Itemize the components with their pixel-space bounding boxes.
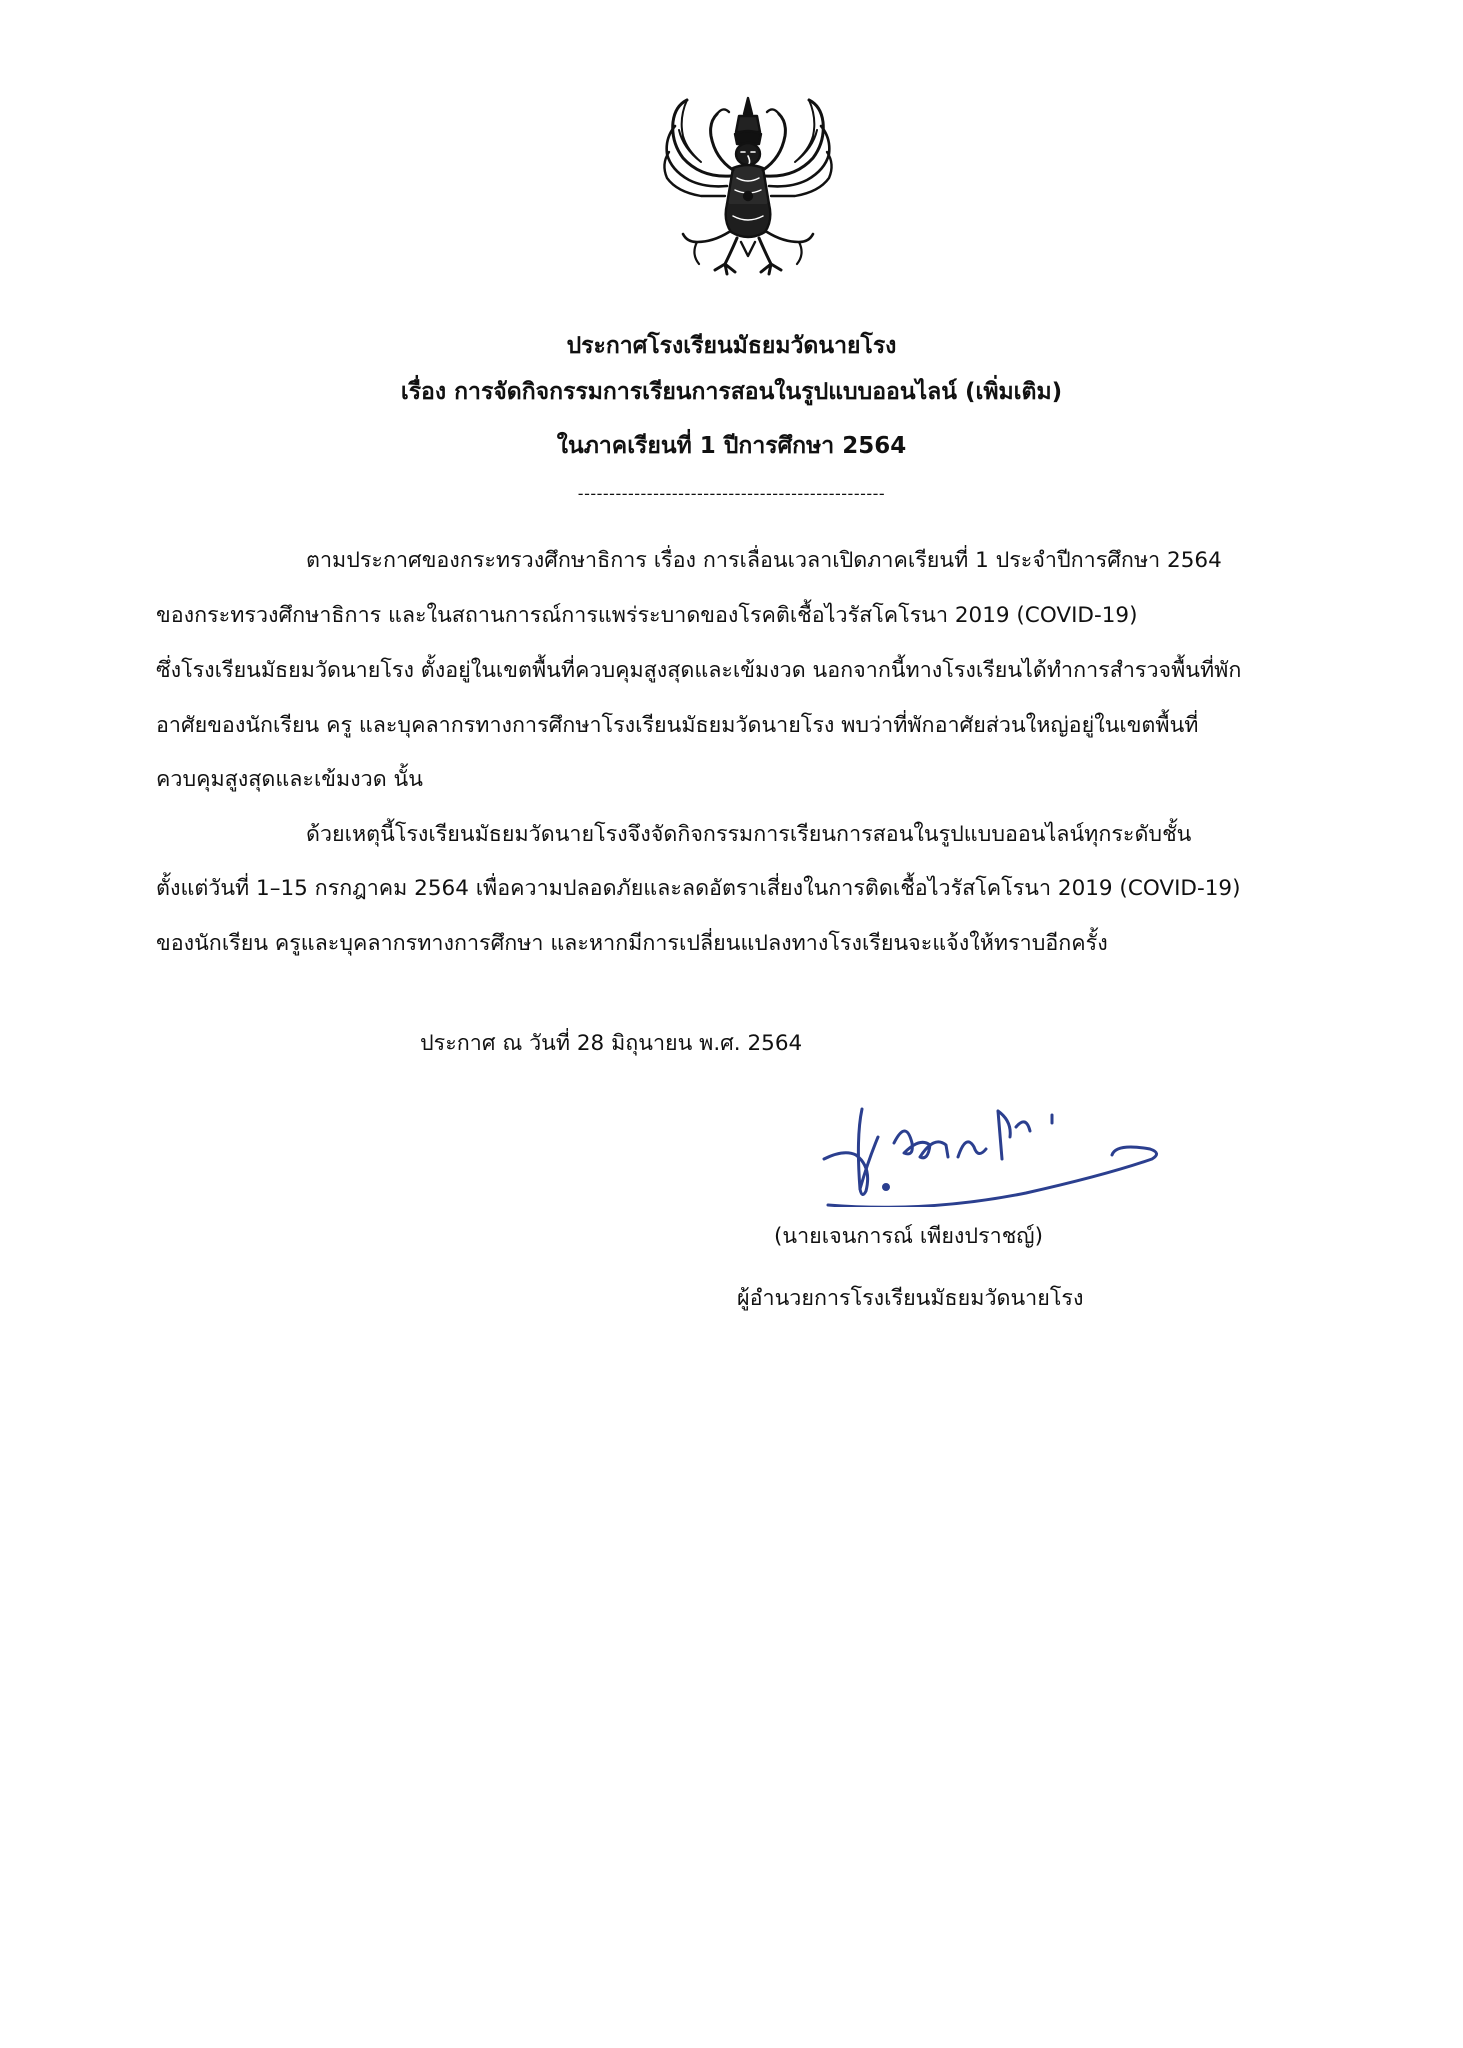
handwritten-signature [816, 1097, 1166, 1207]
paragraph1-line: ควบคุมสูงสุดและเข้มงวด นั้น [156, 767, 423, 792]
heading-divider: ------------------------------------------------- [577, 484, 886, 503]
paragraph2-line: ด้วยเหตุนี้โรงเรียนมัธยมวัดนายโรงจึงจัดกิจกรรมการเรียนการสอนในรูปแบบออนไลน์ทุกระดับชั้น [306, 822, 1192, 847]
heading-term: ในภาคเรียนที่ 1 ปีการศึกษา 2564 [556, 433, 907, 459]
garuda-emblem-icon [653, 92, 843, 278]
paragraph2-line: ตั้งแต่วันที่ 1–15 กรกฎาคม 2564 เพื่อความปลอดภัยและลดอัตราเสี่ยงในการติดเชื้อไวรัสโคโรนา 2019 (COVID-19) [156, 876, 1241, 901]
signer-name: (นายเจนการณ์ เพียงปราชญ์) [774, 1224, 1044, 1249]
paragraph1-line: ตามประกาศของกระทรวงศึกษาธิการ เรื่อง การเลื่อนเวลาเปิดภาคเรียนที่ 1 ประจำปีการศึกษา 2564 [306, 548, 1222, 573]
paragraph2-line: ของนักเรียน ครูและบุคลากรทางการศึกษา และหากมีการเปลี่ยนแปลงทางโรงเรียนจะแจ้งให้ทราบอีกครั้ง [156, 931, 1108, 956]
paragraph1-line: ของกระทรวงศึกษาธิการ และในสถานการณ์การแพร่ระบาดของโรคติเชื้อไวรัสโคโรนา 2019 (COVID-19) [156, 603, 1138, 628]
paragraph1-line: ซึ่งโรงเรียนมัธยมวัดนายโรง ตั้งอยู่ในเขตพื้นที่ควบคุมสูงสุดและเข้มงวด นอกจากนี้ทางโรงเรียนได้ทำการสำรวจพื้นที่พัก [156, 658, 1242, 683]
heading-title: ประกาศโรงเรียนมัธยมวัดนายโรง [566, 333, 897, 359]
heading-subject: เรื่อง การจัดกิจกรรมการเรียนการสอนในรูปแบบออนไลน์ (เพิ่มเติม) [400, 379, 1063, 405]
signer-position: ผู้อำนวยการโรงเรียนมัธยมวัดนายโรง [737, 1286, 1084, 1311]
paragraph1-line: อาศัยของนักเรียน ครู และบุคลากรทางการศึกษาโรงเรียนมัธยมวัดนายโรง พบว่าที่พักอาศัยส่วนใหญ่อยู่ในเขตพื้นที่ [156, 713, 1199, 738]
announce-date: ประกาศ ณ วันที่ 28 มิถุนายน พ.ศ. 2564 [420, 1031, 803, 1056]
